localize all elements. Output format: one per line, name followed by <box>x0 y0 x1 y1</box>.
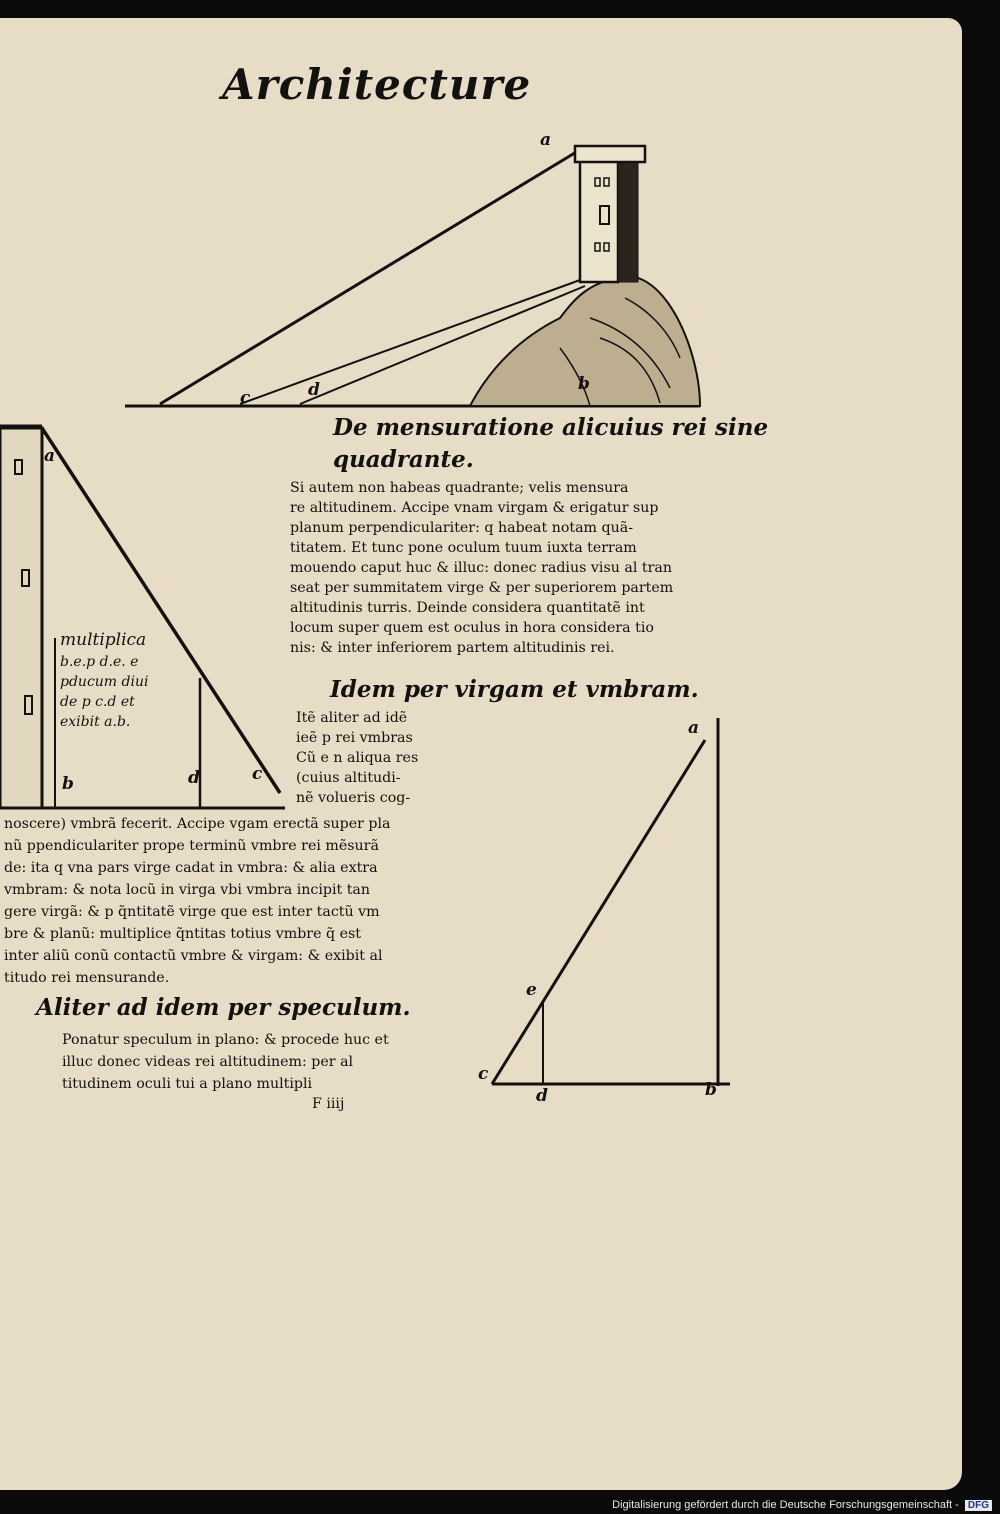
rod-note-line-4: de p c.d et <box>60 694 135 710</box>
tower-label-c: c <box>240 388 251 408</box>
digitization-footer <box>612 1499 992 1511</box>
section2-narrow-line-2: ieẽ p rei vmbras <box>296 730 413 746</box>
section2-line-4: vmbram: & nota locũ in virga vbi vmbra incipit tan <box>4 882 370 898</box>
section2-line-5: gere virgã: & p q̃ntitatẽ virge que est inter tactũ vm <box>4 904 380 920</box>
section3-line-3: titudinem oculi tui a plano multipli <box>62 1076 313 1092</box>
shadow-label-d: d <box>536 1086 548 1106</box>
section2-narrow-line-5: nẽ volueris cog- <box>296 790 411 806</box>
section2-line-8: titudo rei mensurande. <box>4 970 170 986</box>
rod-note-line-2: b.e.p d.e. e <box>60 654 139 670</box>
shadow-label-c: c <box>478 1064 489 1084</box>
signature-mark: F iiij <box>312 1096 345 1112</box>
section2-narrow-line-1: Itẽ aliter ad idẽ <box>296 710 408 726</box>
rod-note-line-1: multiplica <box>60 630 147 650</box>
section2-narrow-line-3: Cũ e n aliqua res <box>296 750 419 766</box>
section2-line-6: bre & planũ: multiplice q̃ntitas totius vmbre q̃ est <box>4 926 361 942</box>
tower-label-d: d <box>308 380 320 400</box>
section3-heading: Aliter ad idem per speculum. <box>36 994 411 1021</box>
section1-line-5: mouendo caput huc & illuc: donec radius visu al tran <box>290 560 672 576</box>
tower-label-a: a <box>540 130 552 150</box>
section1-line-2: re altitudinem. Accipe vnam virgam & erigatur sup <box>290 500 659 516</box>
section1-line-4: titatem. Et tunc pone oculum tuum iuxta terram <box>290 540 637 556</box>
section2-heading: Idem per virgam et vmbram. <box>330 676 699 703</box>
section1-line-1: Si autem non habeas quadrante; velis mensura <box>290 480 629 496</box>
section1-line-7: altitudinis turris. Deinde considera quantitatẽ int <box>290 600 645 616</box>
rod-label-b: b <box>62 774 74 794</box>
rod-figure <box>0 426 285 808</box>
section1-heading-line1: De mensuratione alicuius rei sine <box>333 414 769 441</box>
woodcut-figures <box>0 18 962 1490</box>
rod-note-line-3: pducum diui <box>60 674 149 690</box>
rod-note-line-5: exibit a.b. <box>60 714 131 730</box>
rod-label-a: a <box>44 446 56 466</box>
footer-text: Digitalisierung gefördert durch die Deutsche Forschungsgemeinschaft - <box>612 1499 959 1511</box>
section3-line-1: Ponatur speculum in plano: & procede huc et <box>62 1032 389 1048</box>
book-page <box>0 18 962 1490</box>
section2-line-3: de: ita q vna pars virge cadat in vmbra: & alia extra <box>4 860 378 876</box>
section2-narrow-line-4: (cuius altitudi- <box>296 770 401 786</box>
tower-label-b: b <box>578 374 590 394</box>
section1-line-8: locum super quem est oculus in hora considera tio <box>290 620 654 636</box>
page-header: Architecture <box>222 60 532 109</box>
shadow-label-b: b <box>705 1080 717 1100</box>
shadow-label-e: e <box>526 980 537 1000</box>
section2-line-7: inter aliũ conũ contactũ vmbre & virgam: & exibit al <box>4 948 383 964</box>
section2-line-2: nũ ppendiculariter prope terminũ vmbre rei mẽsurã <box>4 838 379 854</box>
tower-figure <box>125 146 700 406</box>
section2-line-1: noscere) vmbrã fecerit. Accipe vgam erectã super pla <box>4 816 391 832</box>
section1-line-3: planum perpendiculariter: q habeat notam quã- <box>290 520 633 536</box>
section1-line-9: nis: & inter inferiorem partem altitudinis rei. <box>290 640 615 656</box>
shadow-label-a: a <box>688 718 700 738</box>
dfg-logo: DFG <box>965 1500 992 1511</box>
rod-label-d: d <box>188 768 200 788</box>
section3-line-2: illuc donec videas rei altitudinem: per al <box>62 1054 354 1070</box>
section1-line-6: seat per summitatem virge & per superiorem partem <box>290 580 674 596</box>
rod-label-c: c <box>252 764 263 784</box>
shadow-figure <box>492 718 730 1086</box>
section1-heading-line2: quadrante. <box>333 446 474 473</box>
